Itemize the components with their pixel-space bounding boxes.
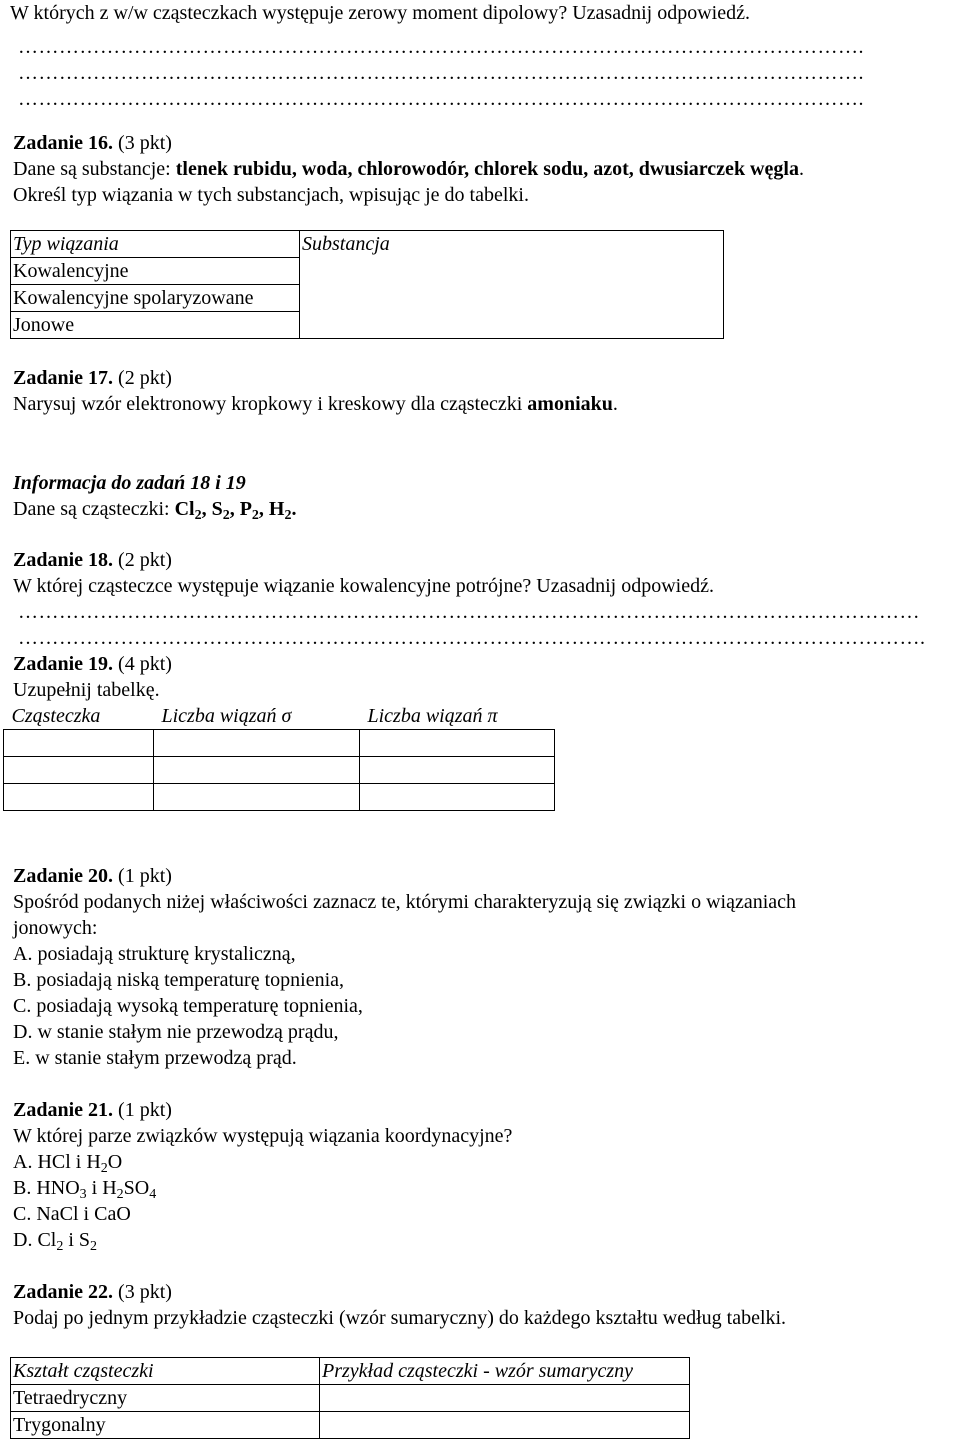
table-header-bond-type: Typ wiązania: [13, 233, 119, 255]
answer-cell[interactable]: [360, 784, 555, 811]
answer-cell[interactable]: [154, 730, 360, 757]
info-text: Dane są cząsteczki:: [13, 498, 170, 520]
task-points: (1 pkt): [118, 865, 172, 887]
answer-dots: …………………………………………………………………………………………………………………….: [18, 627, 926, 649]
task-question: W której parze związków występują wiązania koordynacyjne?: [13, 1125, 513, 1147]
z18-answer-lines: [18, 599, 958, 651]
option-c[interactable]: C. NaCl i CaO: [13, 1203, 131, 1225]
answer-cell[interactable]: [360, 730, 555, 757]
zadanie-20: [13, 863, 796, 1071]
table-header-pi: Liczba wiązań π: [367, 705, 498, 727]
task-instruction: Określ typ wiązania w tych substancjach, wpisując je do tabelki.: [13, 184, 529, 206]
zadanie-16: Zadanie 16. (3 pkt) Dane są substancje: tlenek rubidu, woda, chlorowodór, chlorek sodu, azot, dwusiarczek węgla. Określ typ wiązania w tych substancjach, wpisując je do tabelki.: [13, 132, 804, 206]
answer-cell[interactable]: [320, 1412, 690, 1439]
answer-cell[interactable]: [154, 757, 360, 784]
answer-cell[interactable]: [320, 1385, 690, 1412]
option-b[interactable]: B. posiadają niską temperaturę topnienia,: [13, 969, 345, 991]
table-header-molecule: Cząsteczka: [11, 705, 101, 727]
task-text: Narysuj wzór elektronowy kropkowy i kreskowy dla cząsteczki: [13, 393, 523, 415]
molecule-name: amoniaku: [527, 393, 613, 415]
table-header-substance: Substancja: [302, 233, 390, 255]
shape-table: [10, 1357, 690, 1439]
answer-cell[interactable]: [4, 730, 154, 757]
option-d[interactable]: D. $Cl_2$ i $S_2$: [13, 1229, 98, 1254]
zadanie-21: [13, 1097, 512, 1253]
answer-cell[interactable]: [360, 757, 555, 784]
bonds-count-table: [3, 703, 555, 811]
task-points: (2 pkt): [118, 367, 172, 389]
task-title: Zadanie 17.: [13, 367, 114, 389]
q15-answer-lines: [18, 34, 923, 112]
q15-block: [10, 0, 750, 26]
task-points: (3 pkt): [118, 1281, 172, 1303]
answer-dots: …………………………………………………………………………………………………………….: [18, 62, 864, 84]
answer-dots: …………………………………………………………………………………………………………….: [18, 88, 864, 110]
zadanie-19: [13, 651, 172, 703]
answer-cell[interactable]: [154, 784, 360, 811]
info-18-19: [13, 470, 296, 522]
table-header-example: Przykład cząsteczki - wzór sumaryczny: [322, 1360, 634, 1382]
task-text: Spośród podanych niżej właściwości zaznacz te, którymi charakteryzują się związki o wiązaniach: [13, 891, 797, 913]
bond-type-table: [10, 230, 724, 339]
task-title: Zadanie 20.: [13, 865, 114, 887]
zadanie-17: Zadanie 17. (2 pkt) Narysuj wzór elektronowy kropkowy i kreskowy dla cząsteczki amoniaku.: [13, 367, 618, 415]
zadanie-22: [13, 1279, 786, 1331]
task-question: W której cząsteczce występuje wiązanie kowalencyjne potrójne? Uzasadnij odpowiedź.: [13, 575, 714, 597]
task-points: (2 pkt): [118, 549, 172, 571]
task-points: (4 pkt): [118, 653, 172, 675]
molecule-list: $Cl_2$, $S_2$, $P_2$, $H_2$.: [174, 498, 297, 523]
option-d[interactable]: D. w stanie stałym nie przewodzą prądu,: [13, 1021, 339, 1043]
answer-dots: …………………………………………………………………………………………………………….: [18, 36, 864, 58]
answer-cell[interactable]: [4, 784, 154, 811]
shape-cell: Tetraedryczny: [11, 1385, 320, 1412]
task-points: (3 pkt): [118, 132, 172, 154]
option-e[interactable]: E. w stanie stałym przewodzą prąd.: [13, 1047, 297, 1069]
zadanie-18: [13, 547, 714, 599]
substance-list: tlenek rubidu, woda, chlorowodór, chlorek sodu, azot, dwusiarczek węgla: [175, 158, 799, 180]
substance-cell[interactable]: [300, 258, 724, 339]
bond-type-cell: Kowalencyjne spolaryzowane: [11, 285, 300, 312]
q15-question: W których z w/w cząsteczkach występuje zerowy moment dipolowy? Uzasadnij odpowiedź.: [10, 2, 750, 24]
task-text: Podaj po jednym przykładzie cząsteczki (wzór sumaryczny) do każdego kształtu według tabelki.: [13, 1307, 787, 1329]
task-intro: Dane są substancje:: [13, 158, 171, 180]
task-points: (1 pkt): [118, 1099, 172, 1121]
bond-type-cell: Jonowe: [11, 312, 300, 339]
answer-dots: ……………………………………………………………………………………………………………………: [18, 601, 920, 623]
shape-cell: Trygonalny: [11, 1412, 320, 1439]
task-text: Uzupełnij tabelkę.: [13, 679, 160, 701]
task-title: Zadanie 18.: [13, 549, 114, 571]
table-header-sigma: Liczba wiązań σ: [161, 705, 292, 727]
task-text: jonowych:: [13, 917, 98, 939]
bond-type-cell: Kowalencyjne: [11, 258, 300, 285]
task-title: Zadanie 19.: [13, 653, 114, 675]
option-b[interactable]: B. $HNO_3$ i $H_2SO_4$: [13, 1177, 157, 1202]
answer-cell[interactable]: [4, 757, 154, 784]
option-a[interactable]: A. posiadają strukturę krystaliczną,: [13, 943, 296, 965]
option-c[interactable]: C. posiadają wysoką temperaturę topnienia,: [13, 995, 363, 1017]
task-title: Zadanie 22.: [13, 1281, 114, 1303]
table-header-shape: Kształt cząsteczki: [13, 1360, 154, 1382]
option-a[interactable]: A. HCl i $H_2O$: [13, 1151, 123, 1176]
info-title: Informacja do zadań 18 i 19: [13, 472, 246, 494]
task-title: Zadanie 16.: [13, 132, 114, 154]
task-title: Zadanie 21.: [13, 1099, 114, 1121]
